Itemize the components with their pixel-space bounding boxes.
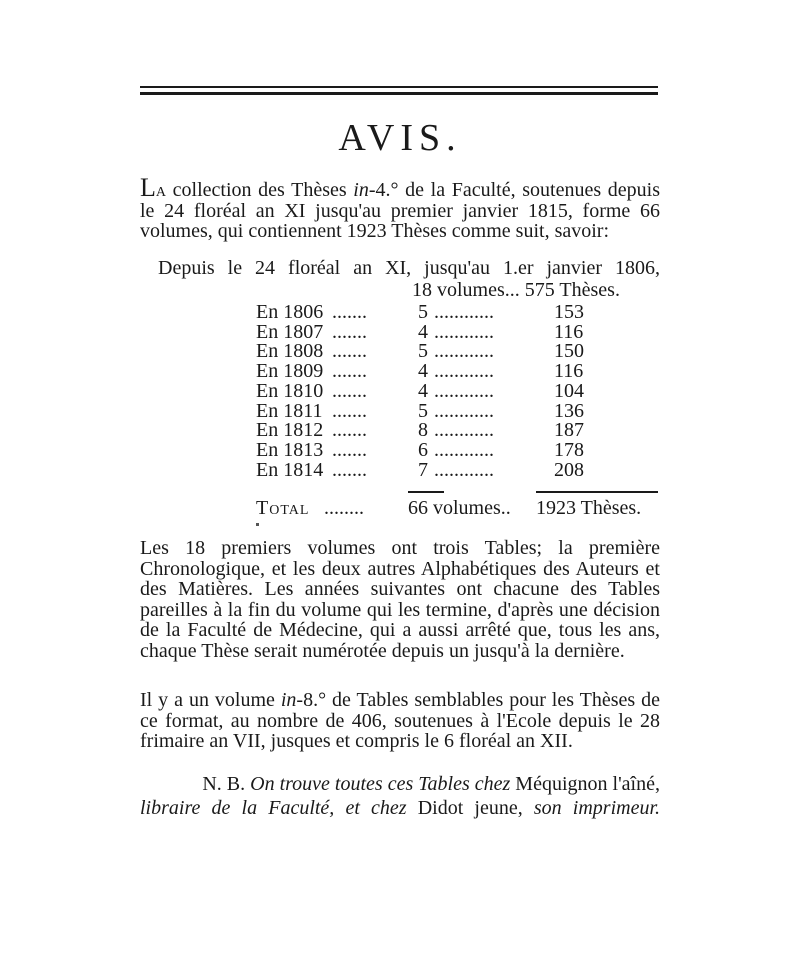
page-title: AVIS. <box>338 117 462 159</box>
row-year-label: En 1809 <box>256 360 324 383</box>
row-leader-dots: ....... <box>332 301 367 323</box>
table-row <box>256 401 656 421</box>
row-volumes: 4 <box>418 360 428 383</box>
row-leader-dots: ....... <box>332 399 367 422</box>
row-volumes: 7 <box>418 458 428 481</box>
row-leader-dots: ............ <box>434 379 494 402</box>
total-dots: ........ <box>324 497 364 519</box>
table-row <box>256 341 656 361</box>
row-volumes: 8 <box>418 419 428 442</box>
drop-cap: L <box>140 173 156 202</box>
nb-after-name-1: l'aîné, <box>607 773 660 795</box>
row-volumes: 4 <box>418 320 428 343</box>
table-row <box>256 361 656 381</box>
total-row <box>256 498 660 518</box>
row-year-label: En 1813 <box>256 438 324 461</box>
table-row <box>256 420 656 440</box>
row-year-label: En 1807 <box>256 320 324 343</box>
nb-after-name-2: jeune, <box>463 797 534 819</box>
row-year-label: En 1810 <box>256 379 324 402</box>
row-leader-dots: ............ <box>434 419 494 442</box>
octavo-text-2: -8.° de Tables semblables pour les Thèses de ce format, au nombre de 406, soutenues à l'Ecole depuis le 28 frimaire an VII, jusques et compris le 6 floréal an XII. <box>140 689 660 752</box>
row-leader-dots: ............ <box>434 301 494 323</box>
row-leader-dots: ............ <box>434 438 494 461</box>
row-theses: 178 <box>554 438 584 461</box>
row-volumes: 6 <box>418 438 428 461</box>
table-row <box>256 302 656 322</box>
table-row <box>256 381 656 401</box>
row-volumes: 4 <box>418 379 428 402</box>
nb-italic-3: son imprimeur. <box>533 797 661 819</box>
row-leader-dots: ....... <box>332 340 367 363</box>
octavo-text-1: Il y a un volume <box>140 689 281 711</box>
row-leader-dots: ....... <box>332 438 367 461</box>
row-theses: 104 <box>554 379 584 402</box>
row-leader-dots: ....... <box>332 458 367 481</box>
intro-text-2: -4.° de la Faculté, soutenues depuis le 24 floréal an XI jusqu'au premier janvier 1815, forme 66 volumes, qui contiennent 1923 Thèses comme suit, savoir: <box>140 179 660 242</box>
row-year-label: En 1814 <box>256 458 324 481</box>
row-theses: 116 <box>554 320 584 343</box>
row-year-label: En 1806 <box>256 301 324 323</box>
tables-paragraph: Les 18 premiers volumes ont trois Tables; la première Chronologique, et les deux autres Alphabétiques des Auteurs et des Matières. Les années suivantes ont chacune des Tables pareilles à la fin du volume qui les termine, d'après une décision de la Faculté de Médecine, qui a aussi arrêté que, tous les ans, chaque Thèse serait numérotée depuis un jusqu'à la dernière. <box>140 537 660 662</box>
total-label: Total <box>256 497 310 519</box>
row-leader-dots: ....... <box>332 360 367 383</box>
octavo-paragraph <box>140 690 660 752</box>
nb-italic-2: libraire de la Faculté, et chez <box>140 797 418 819</box>
nota-bene-line-1 <box>140 772 660 796</box>
row-volumes: 5 <box>418 340 428 363</box>
row-year-label: En 1811 <box>256 399 323 422</box>
row-theses: 150 <box>554 340 584 363</box>
row-volumes: 5 <box>418 399 428 422</box>
table-row <box>256 322 656 342</box>
row-theses: 187 <box>554 419 584 442</box>
nb-printer-name: Didot <box>417 797 464 819</box>
intro-italic: in <box>353 179 369 201</box>
row-leader-dots: ............ <box>434 360 494 383</box>
total-volumes: 66 volumes.. <box>408 497 511 519</box>
table-row <box>256 460 656 480</box>
top-rule-thick <box>140 92 658 95</box>
nb-label: N. B. <box>202 773 246 795</box>
row-leader-dots: ............ <box>434 320 494 343</box>
row-leader-dots: ............ <box>434 399 494 422</box>
nb-italic-1: On trouve toutes ces Tables chez <box>245 773 516 795</box>
nb-publisher-name: Méquignon <box>515 773 608 795</box>
octavo-italic: in <box>280 689 297 711</box>
row-leader-dots: ............ <box>434 340 494 363</box>
intro-smallcaps: a <box>155 179 167 201</box>
table-first-line: Depuis le 24 floréal an XI, jusqu'au 1.er janvier 1806, <box>158 257 660 279</box>
sum-rule-theses <box>536 491 658 493</box>
row-leader-dots: ....... <box>332 379 367 402</box>
intro-paragraph <box>140 173 660 242</box>
row-year-label: En 1808 <box>256 340 324 363</box>
total-theses: 1923 Thèses. <box>536 497 642 519</box>
intro-text-1: collection des Thèses <box>166 179 354 201</box>
row-leader-dots: ............ <box>434 458 494 481</box>
top-rule-thin <box>140 86 658 88</box>
row-leader-dots: ....... <box>332 419 367 442</box>
table-row <box>256 440 656 460</box>
ink-mark <box>256 523 259 526</box>
sum-rule-volumes <box>408 491 444 493</box>
row-theses: 208 <box>554 458 584 481</box>
table-first-summary: 18 volumes... 575 Thèses. <box>412 279 620 301</box>
row-leader-dots: ....... <box>332 320 367 343</box>
row-theses: 153 <box>554 301 584 323</box>
row-theses: 116 <box>554 360 584 383</box>
row-year-label: En 1812 <box>256 419 324 442</box>
row-theses: 136 <box>554 399 584 422</box>
nota-bene <box>140 772 660 820</box>
row-volumes: 5 <box>418 301 428 323</box>
nota-bene-line-2 <box>140 796 660 820</box>
